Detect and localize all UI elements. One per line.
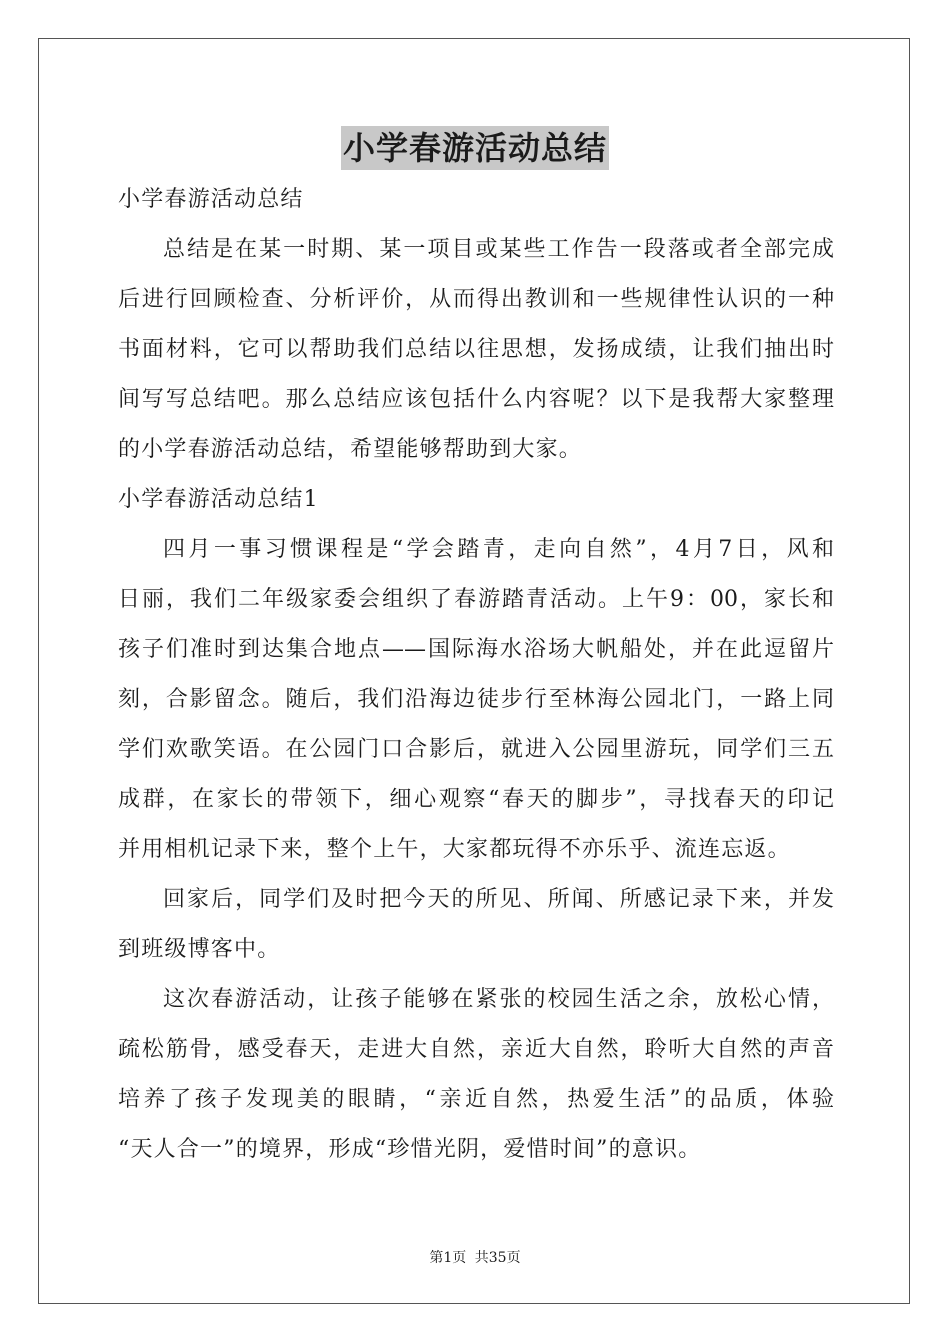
para1-line-4: 刻，合影留念。随后，我们沿海边徒步行至林海公园北门，一路上同 — [118, 687, 834, 712]
para2-line-2: 到班级博客中。 — [118, 937, 281, 962]
para1-line-3: 孩子们准时到达集合地点——国际海水浴场大帆船处，并在此逗留片 — [118, 637, 834, 662]
para1-line-1: 四月一事习惯课程是“学会踏青，走向自然”，4月7日，风和 — [163, 537, 834, 562]
para3-line-2: 疏松筋骨，感受春天，走进大自然，亲近大自然，聆听大自然的声音 — [118, 1037, 834, 1062]
para2-line-1: 回家后，同学们及时把今天的所见、所闻、所感记录下来，并发 — [163, 887, 834, 912]
intro-line-1: 总结是在某一时期、某一项目或某些工作告一段落或者全部完成 — [163, 237, 834, 262]
intro-line-2: 后进行回顾检查、分析评价，从而得出教训和一些规律性认识的一种 — [118, 287, 834, 312]
para3-line-4: “天人合一”的境界，形成“珍惜光阴，爱惜时间”的意识。 — [118, 1137, 702, 1162]
page-footer — [0, 1248, 950, 1268]
page-number: 第1页 — [429, 1250, 467, 1266]
para1-line-5: 学们欢歌笑语。在公园门口合影后，就进入公园里游玩，同学们三五 — [118, 737, 834, 762]
section-heading-1: 小学春游活动总结1 — [118, 487, 319, 512]
para1-line-2: 日丽，我们二年级家委会组织了春游踏青活动。上午9：00，家长和 — [118, 587, 834, 612]
intro-line-5: 的小学春游活动总结，希望能够帮助到大家。 — [118, 437, 583, 462]
para1-line-7: 并用相机记录下来，整个上午，大家都玩得不亦乐乎、流连忘返。 — [118, 837, 791, 862]
title-wrap — [0, 126, 950, 170]
document-body — [118, 175, 834, 1175]
intro-line-3: 书面材料，它可以帮助我们总结以往思想，发扬成绩，让我们抽出时 — [118, 337, 834, 362]
para1-line-6: 成群，在家长的带领下，细心观察“春天的脚步”，寻找春天的印记 — [118, 787, 834, 812]
intro-line-4: 间写写总结吧。那么总结应该包括什么内容呢？以下是我帮大家整理 — [118, 387, 834, 412]
para3-line-1: 这次春游活动，让孩子能够在紧张的校园生活之余，放松心情， — [163, 987, 834, 1012]
document-title: 小学春游活动总结 — [341, 126, 609, 170]
para3-line-3: 培养了孩子发现美的眼睛，“亲近自然，热爱生活”的品质，体验 — [118, 1087, 834, 1112]
page-total: 共35页 — [474, 1250, 521, 1266]
subtitle-line: 小学春游活动总结 — [118, 187, 304, 212]
